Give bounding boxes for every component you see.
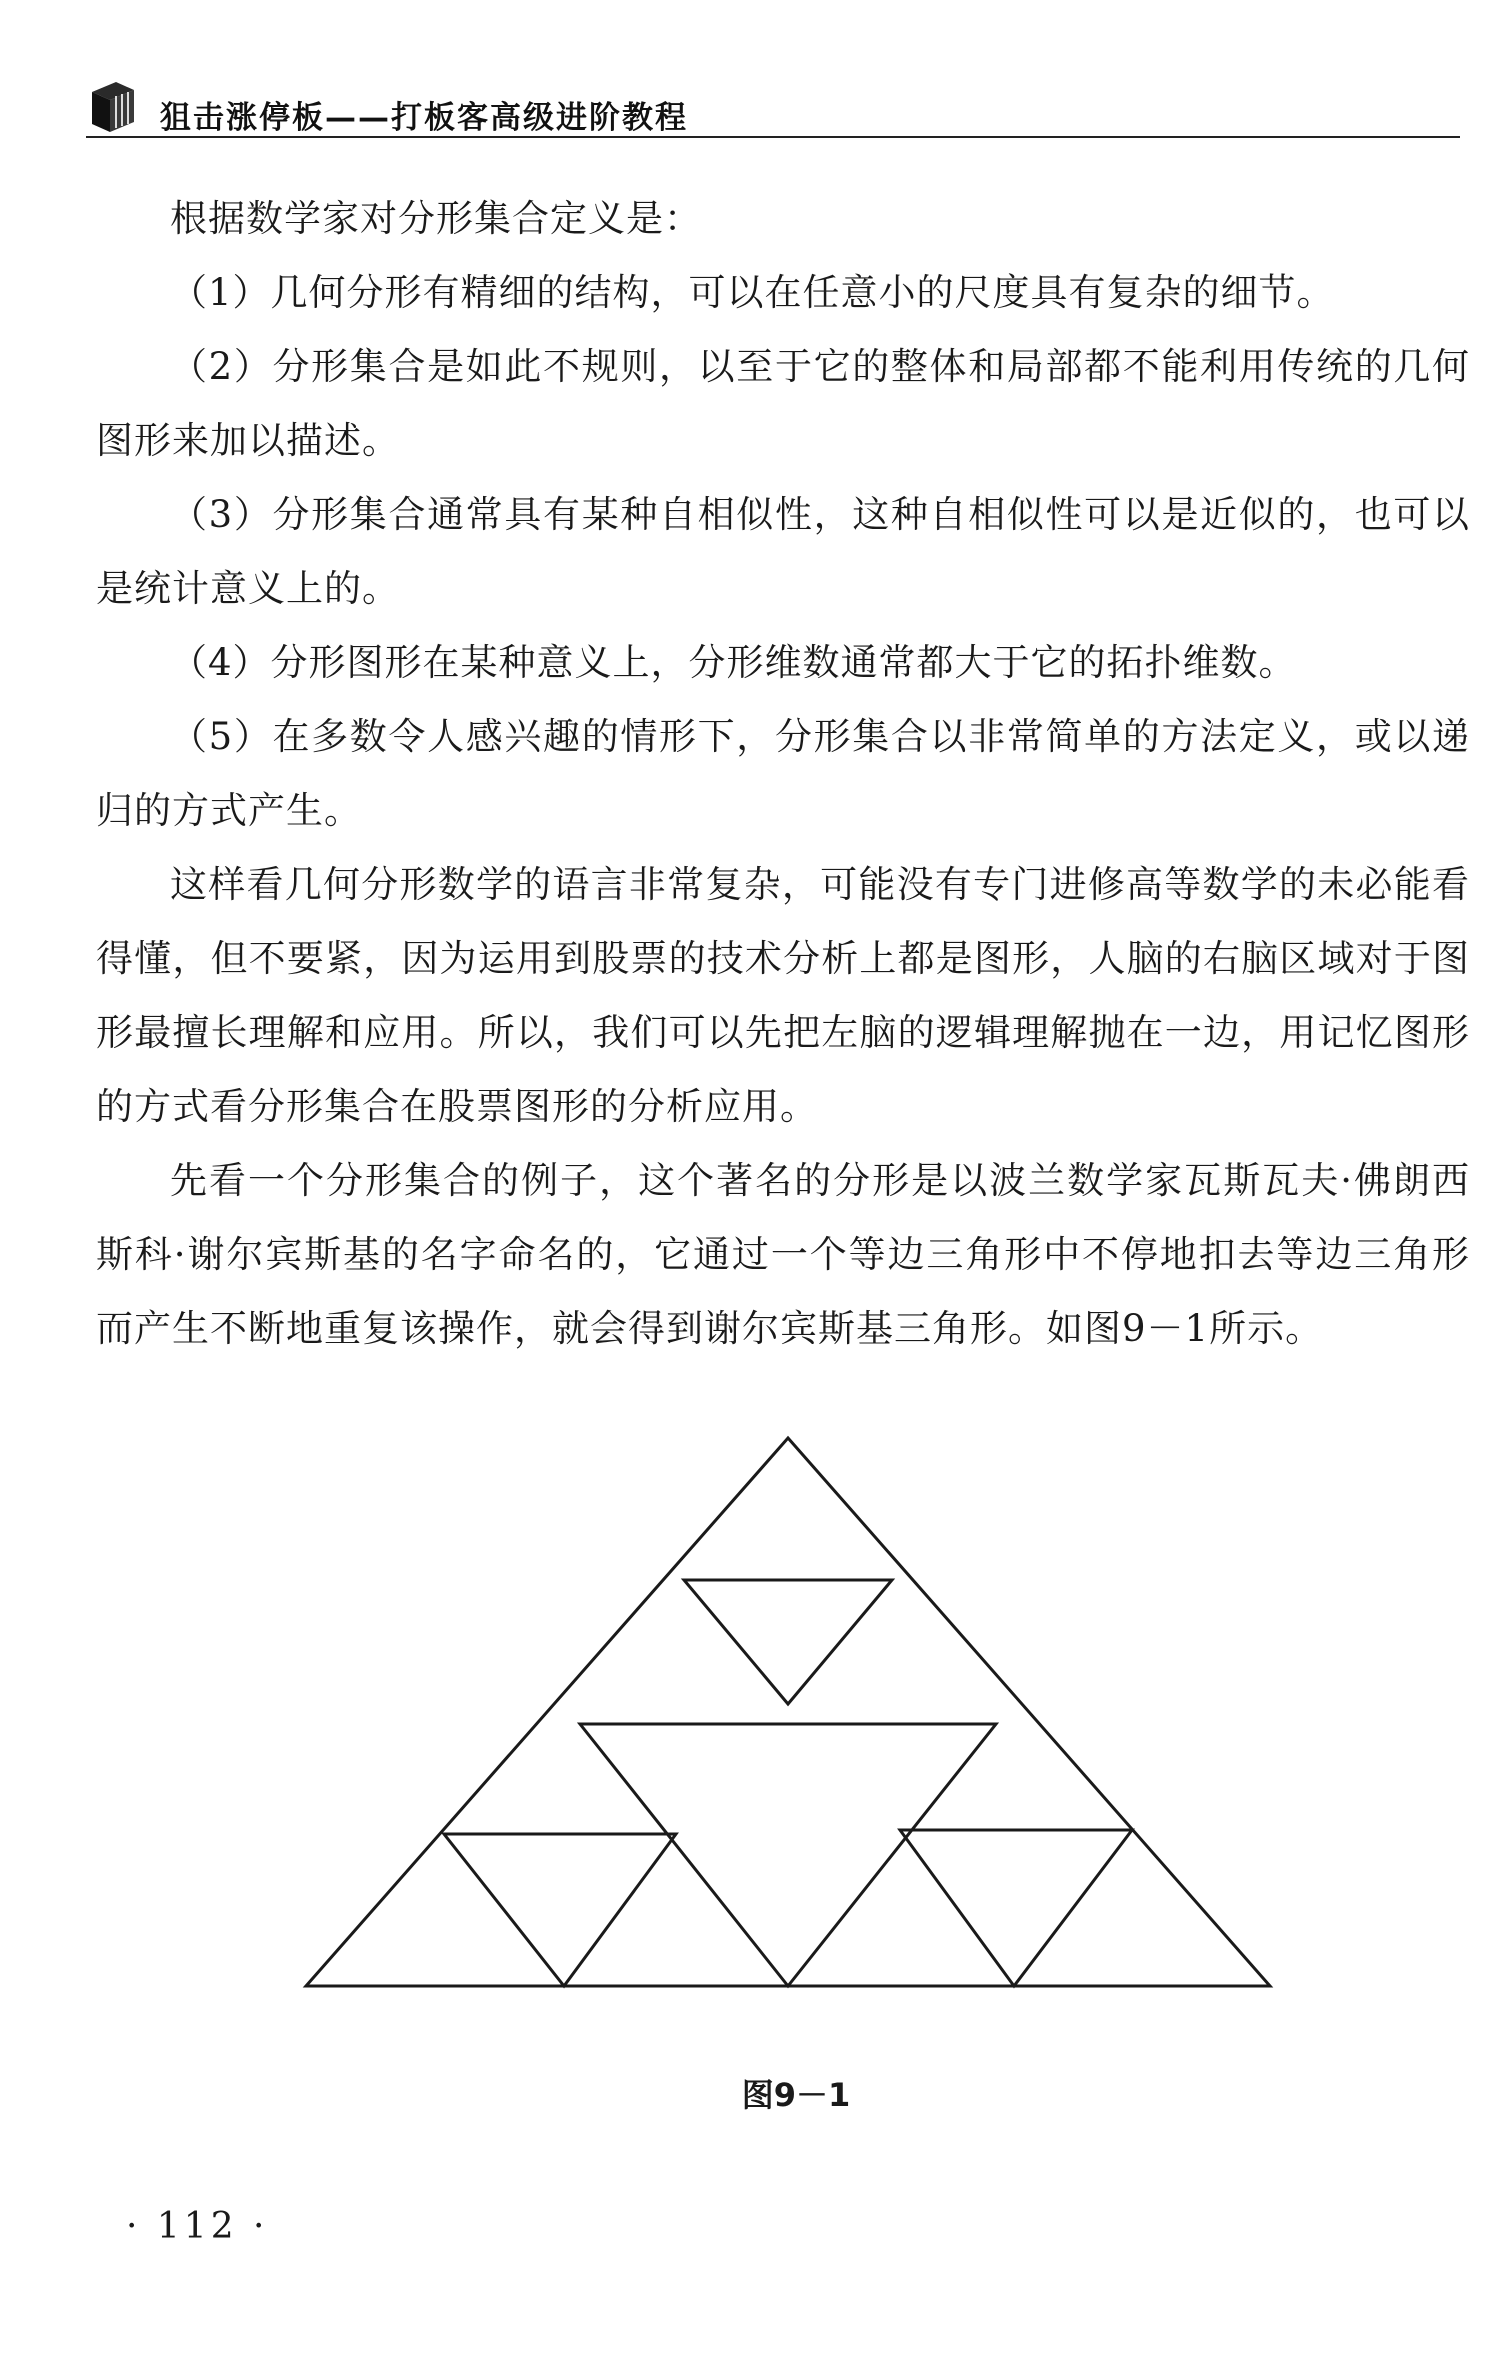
- header-title: 狙击涨停板——打板客高级进阶教程: [160, 100, 688, 136]
- paragraph-example: 先看一个分形集合的例子，这个著名的分形是以波兰数学家瓦斯瓦夫·佛朗西斯科·谢尔宾斯基的名字命名的，它通过一个等边三角形中不停地扣去等边三角形而产生不断地重复该操作，就会得到谢尔宾斯基三角形。如图9－1所示。: [96, 1159, 1470, 1350]
- header-divider: [86, 136, 1460, 138]
- top-inverted-triangle: [684, 1580, 892, 1704]
- paragraph-point-1: （1）几何分形有精细的结构，可以在任意小的尺度具有复杂的细节。: [170, 271, 1335, 314]
- outer-triangle: [306, 1438, 1270, 1986]
- left-inverted-triangle: [444, 1834, 676, 1986]
- paragraph-point-5: （5）在多数令人感兴趣的情形下，分形集合以非常简单的方法定义，或以递归的方式产生。: [96, 715, 1470, 832]
- paragraph-point-3: （3）分形集合通常具有某种自相似性，这种自相似性可以是近似的，也可以是统计意义上的。: [96, 493, 1470, 610]
- body-text: [96, 182, 1470, 1366]
- figure-caption: 图9－1: [741, 2076, 851, 2114]
- right-inverted-triangle: [900, 1830, 1132, 1986]
- paragraph-point-4: （4）分形图形在某种意义上，分形维数通常都大于它的拓扑维数。: [170, 641, 1297, 684]
- running-header: [86, 78, 1460, 140]
- book-stack-icon: [86, 78, 140, 134]
- paragraph-point-2: （2）分形集合是如此不规则，以至于它的整体和局部都不能利用传统的几何图形来加以描述。: [96, 345, 1470, 462]
- paragraph-explanation: 这样看几何分形数学的语言非常复杂，可能没有专门进修高等数学的未必能看得懂，但不要紧，因为运用到股票的技术分析上都是图形，人脑的右脑区域对于图形最擅长理解和应用。所以，我们可以先把左脑的逻辑理解抛在一边，用记忆图形的方式看分形集合在股票图形的分析应用。: [96, 863, 1470, 1128]
- sierpinski-triangle-drawing: [296, 1428, 1286, 2008]
- page-number: · 112 ·: [126, 2206, 269, 2247]
- sierpinski-triangle-figure: [296, 1428, 1286, 2008]
- paragraph-definition-intro: 根据数学家对分形集合定义是：: [170, 197, 702, 240]
- middle-inverted-triangle: [580, 1724, 996, 1986]
